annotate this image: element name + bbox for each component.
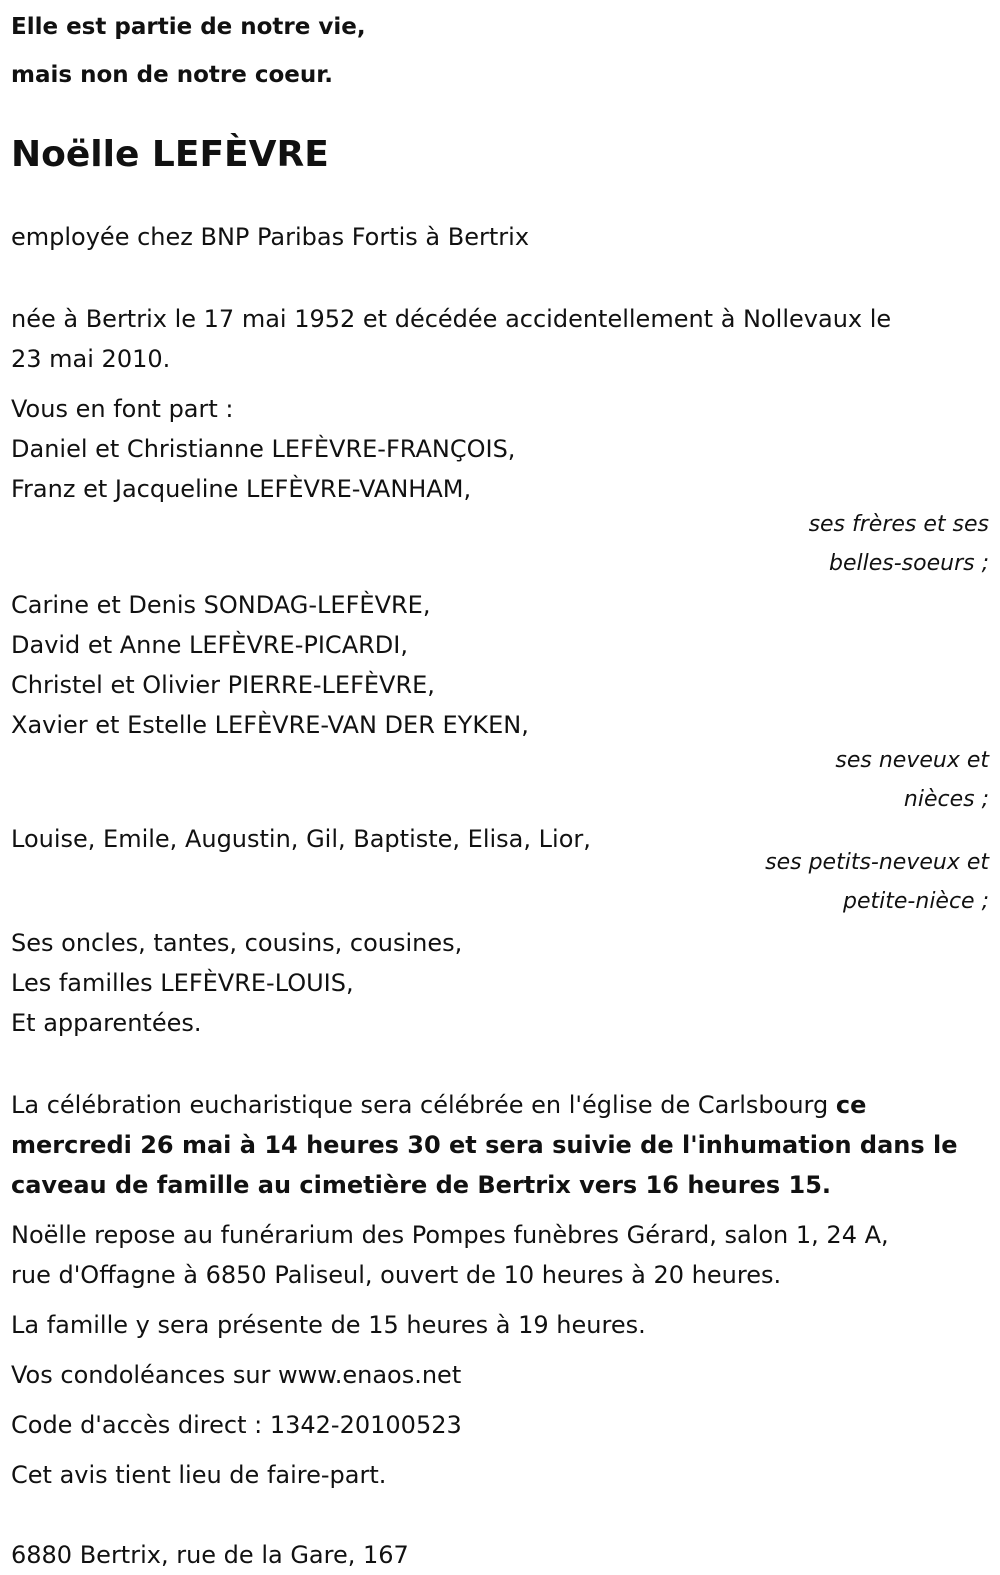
funeral-home-line-2: rue d'Offagne à 6850 Paliseul, ouvert de 10 heures à 20 heures. [11,1261,782,1289]
relation-line: belles-soeurs ; [829,551,989,576]
siblings-relation [11,505,991,583]
occupation: employée chez BNP Paribas Fortis à Bertrix [11,223,530,251]
obituary-notice [11,0,991,1575]
ceremony-line-1 [11,1085,991,1125]
sibling-couple: Franz et Jacqueline LEFÈVRE-VANHAM, [11,475,472,503]
nephew-couple: David et Anne LEFÈVRE-PICARDI, [11,631,408,659]
siblings-list [11,429,991,509]
address: 6880 Bertrix, rue de la Gare, 167 [11,1541,409,1569]
birth-death-line-1: née à Bertrix le 17 mai 1952 et décédée accidentellement à Nollevaux le [11,305,892,333]
birth-death-line-2: 23 mai 2010. [11,345,171,373]
family-presence: La famille y sera présente de 15 heures à 19 heures. [11,1311,646,1339]
relative-line: Les familles LEFÈVRE-LOUIS, [11,969,354,997]
nephews-list [11,585,991,745]
funeral-home-info [11,1215,991,1295]
ceremony-line-1-text: La célébration eucharistique sera célébrée en l'église de Carlsbourg [11,1091,836,1119]
epigraph-line-1: Elle est partie de notre vie, [11,14,366,40]
relation-line: ses neveux et [835,748,989,773]
epigraph-line-2: mais non de notre coeur. [11,62,334,88]
relation-line: petite-nièce ; [843,889,989,914]
ceremony-line-3: caveau de famille au cimetière de Bertrix vers 16 heures 15. [11,1171,832,1199]
announcement-intro: Vous en font part : [11,395,234,423]
nephew-couple: Carine et Denis SONDAG-LEFÈVRE, [11,591,431,619]
relative-line: Ses oncles, tantes, cousins, cousines, [11,929,463,957]
epigraph [11,3,991,99]
ceremony-line-2: mercredi 26 mai à 14 heures 30 et sera suivie de l'inhumation dans le [11,1131,958,1159]
sibling-couple: Daniel et Christianne LEFÈVRE-FRANÇOIS, [11,435,516,463]
condolences-info: Vos condoléances sur www.enaos.net [11,1361,462,1389]
notice-text: Cet avis tient lieu de faire-part. [11,1461,387,1489]
other-relatives [11,923,991,1043]
relative-line: Et apparentées. [11,1009,202,1037]
grandnephews-list: Louise, Emile, Augustin, Gil, Baptiste, Elisa, Lior, [11,825,591,853]
nephews-relation [11,741,991,819]
birth-death-info [11,299,991,379]
access-code: Code d'accès direct : 1342-20100523 [11,1411,462,1439]
ceremony-details [11,1085,991,1205]
nephew-couple: Christel et Olivier PIERRE-LEFÈVRE, [11,671,435,699]
funeral-home-line-1: Noëlle repose au funérarium des Pompes funèbres Gérard, salon 1, 24 A, [11,1221,889,1249]
relation-line: ses petits-neveux et [765,850,989,875]
relation-line: ses frères et ses [808,512,989,537]
deceased-name: Noëlle LEFÈVRE [11,134,329,175]
relation-line: nièces ; [903,787,989,812]
nephew-couple: Xavier et Estelle LEFÈVRE-VAN DER EYKEN, [11,711,529,739]
ceremony-line-1-bold: ce [835,1091,867,1119]
